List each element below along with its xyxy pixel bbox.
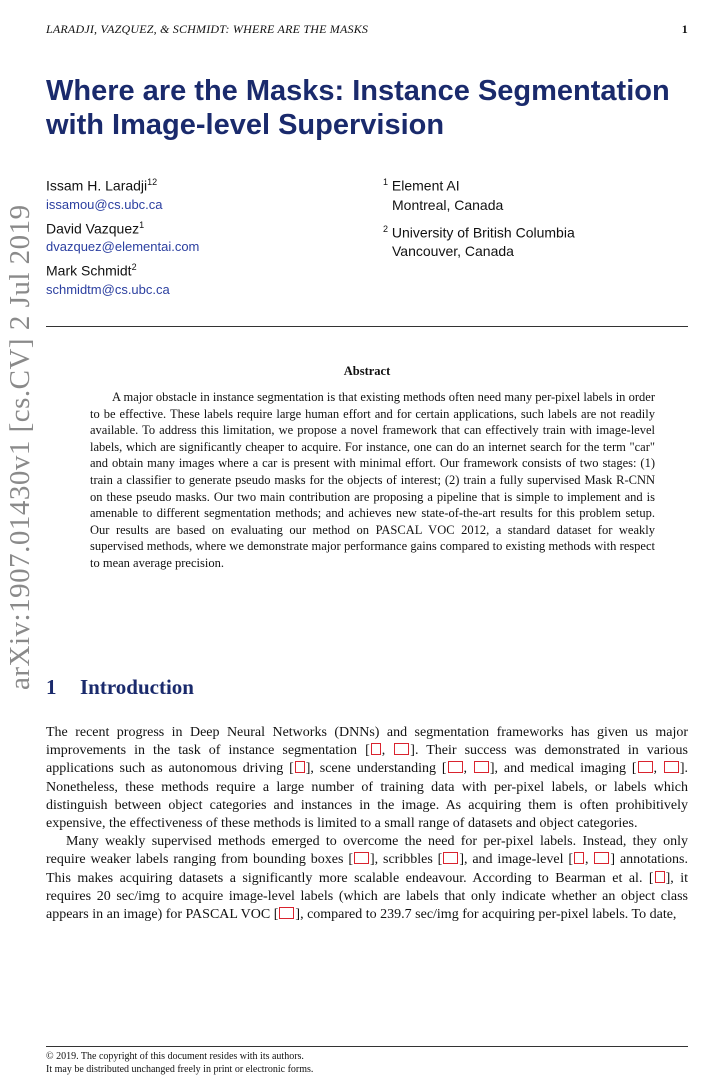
citation-link[interactable] [448, 761, 463, 773]
author-affil-sup: 12 [147, 177, 158, 187]
header-divider [46, 326, 688, 327]
affil-sup: 1 [383, 177, 389, 187]
author-email-link[interactable]: schmidtm@cs.ubc.ca [46, 281, 170, 297]
citation-link[interactable] [443, 852, 458, 864]
running-head [46, 22, 688, 37]
author-name: Mark Schmidt [46, 262, 132, 279]
paragraph-2: Many weakly supervised methods emerged to overcome the need for per-pixel labels. Instead, they only require weaker labels ranging from bounding boxes [ ], scribbles [ ], and image-level [ , ] annotations. This makes acquiring datasets a significantly more scalable endeavour. According to Bearman et al. [ ], it requires 20 sec/img to acquire image-level labels (which are labels that only indicate whether an object class appears in an image) for PASCAL VOC [ ], compared to 239.7 sec/img for acquiring per-pixel labels. To date, [46, 834, 688, 923]
author-3 [46, 258, 346, 299]
citation-link[interactable] [371, 743, 381, 755]
author-email-link[interactable]: issamou@cs.ubc.ca [46, 196, 163, 212]
affiliation-2 [383, 220, 683, 262]
citation-link[interactable] [354, 852, 369, 864]
citation-link[interactable] [664, 761, 679, 773]
affil-sup: 2 [383, 223, 389, 234]
affil-org: Element AI [391, 177, 460, 194]
intro-body [46, 724, 688, 924]
affiliation-1 [383, 173, 683, 215]
citation-link[interactable] [594, 852, 609, 864]
copyright-line: © 2019. The copyright of this document resides with its authors. [46, 1051, 304, 1062]
section-number: 1 [46, 675, 57, 699]
author-email-link[interactable]: dvazquez@elementai.com [46, 239, 200, 255]
author-name: Issam H. Laradji [46, 177, 148, 194]
copyright-footer [46, 1050, 688, 1076]
author-affil-sup: 2 [131, 262, 137, 273]
page-number: 1 [681, 22, 688, 36]
author-1 [46, 173, 346, 214]
arxiv-stamp: arXiv:1907.01430v1 [cs.CV] 2 Jul 2019 [4, 204, 36, 690]
footer-divider [46, 1046, 688, 1047]
paper-title: Where are the Masks: Instance Segmentation with Image-level Supervision [46, 75, 670, 141]
abstract-text: A major obstacle in instance segmentation is that existing methods often need many per-pixel labels in order to be effective. These labels require large human effort and for certain applications, such labels are not readily available. To address this limitation, we propose a novel framework that can effectively train with image-level labels, which are significantly cheaper to acquire. For instance, one can do an internet search for the term "car" and obtain many images where a car is present with minimal effort. Our framework consists of two stages: (1) train a classifier to generate pseudo masks for the objects of interest; (2) train a fully supervised Mask R-CNN on these pseudo masks. Our two main contribution are proposing a pipeline that is simple to implement and is amenable to different segmentation methods; and achieves new state-of-the-art results for this problem setup. Our results are based on evaluating our method on PASCAL VOC 2012, a standard dataset for weakly supervised methods, where we demonstrate major performance gains compared to existing methods with respect to mean average precision. [90, 390, 655, 570]
author-name: David Vazquez [46, 220, 140, 237]
author-2 [46, 216, 346, 257]
citation-link[interactable] [638, 761, 653, 773]
citation-link[interactable] [655, 871, 665, 883]
citation-link[interactable] [574, 852, 584, 864]
affil-location: Montreal, Canada [392, 196, 504, 213]
citation-link[interactable] [474, 761, 489, 773]
affil-location: Vancouver, Canada [392, 243, 514, 260]
affil-org: University of British Columbia [391, 224, 575, 241]
paragraph-1: The recent progress in Deep Neural Networks (DNNs) and segmentation frameworks has given us major improvements in the task of instance segmentation [ , ]. Their success was demonstrated in various applications such as autonomous driving [ ], scene understanding [ , ], and medical imaging [ , ]. Nonetheless, these methods require a large number of training data with per-pixel labels, or labels which distinguish between object categories and instances in the image. As acquiring them is often prohibitively expensive, the effectiveness of these methods is limited to a small range of datasets and object categories. [46, 725, 689, 832]
citation-link[interactable] [394, 743, 409, 755]
abstract-heading: Abstract [343, 364, 391, 378]
section-heading [46, 675, 194, 700]
author-list [46, 173, 346, 301]
citation-link[interactable] [295, 761, 305, 773]
running-head-text: LARADJI, VAZQUEZ, & SCHMIDT: WHERE ARE THE MASKS [46, 22, 369, 36]
section-title: Introduction [80, 675, 194, 699]
author-affil-sup: 1 [139, 219, 145, 230]
license-line: It may be distributed unchanged freely in print or electronic forms. [46, 1064, 314, 1075]
affiliation-list [383, 173, 683, 266]
citation-link[interactable] [279, 907, 294, 919]
